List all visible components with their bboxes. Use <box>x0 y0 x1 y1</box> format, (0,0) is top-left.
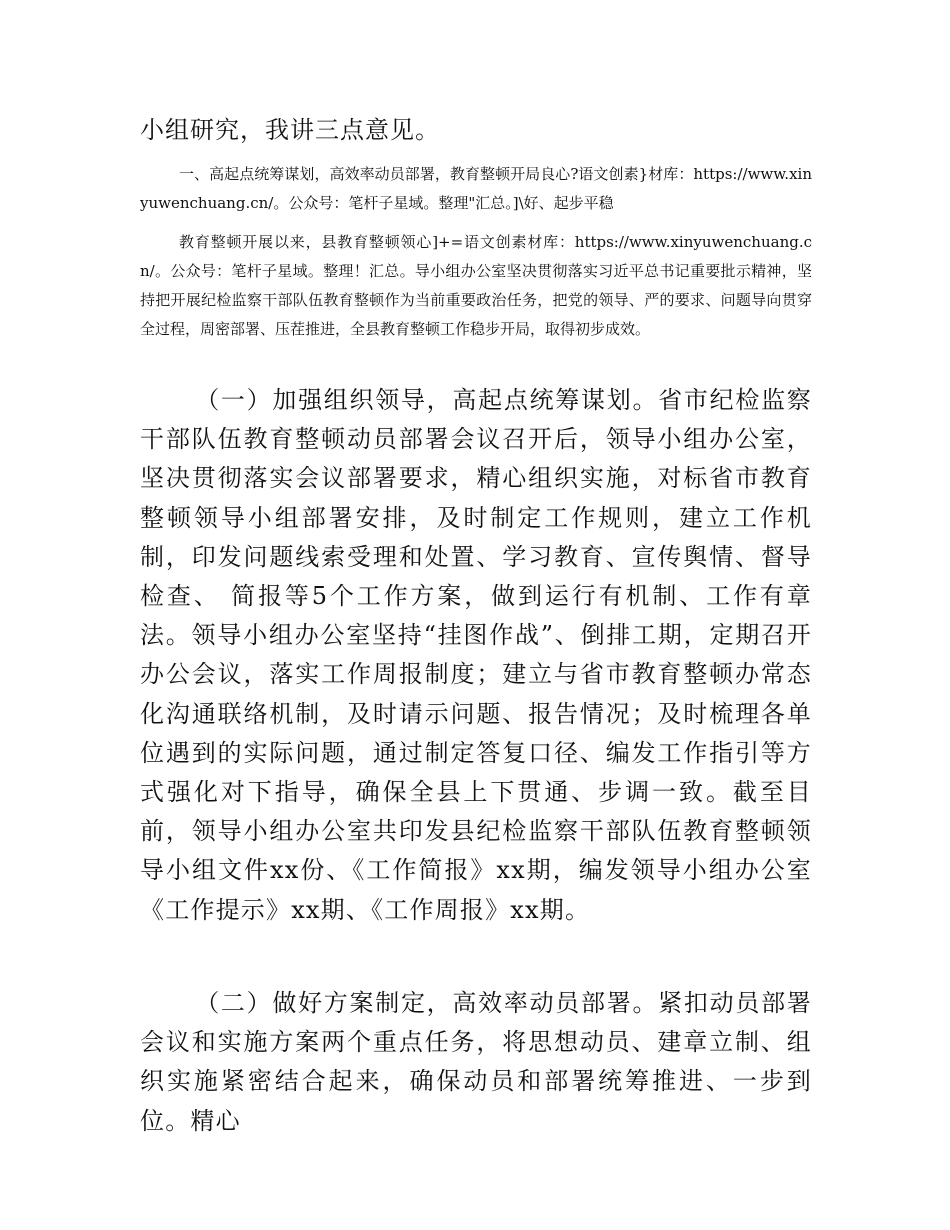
section-one-heading: 一、高起点统筹谋划，高效率动员部署，教育整顿开局良心?语文创素}材库：https://www.xinyuwenchuang.cn/。公众号：笔杆子星域。整理"汇总。]\好、起步平稳 <box>140 165 812 212</box>
opening-line: 小组研究，我讲三点意见。 <box>140 116 440 144</box>
paragraph-two: （二）做好方案制定，高效率动员部署。紧扣动员部署会议和实施方案两个重点任务，将思想动员、建章立制、组织实施紧密结合起来，确保动员和部署统筹推进、一步到位。精心 <box>140 989 812 1135</box>
section-one-intro: 教育整顿开展以来，县教育整顿领心]+=语文创素材库：https://www.xinyuwenchuang.cn/。公众号：笔杆子星域。整理！汇总。导小组办公室坚决贯彻落实习近平总书记重要批示精神，坚持把开展纪检监察干部队伍教育整顿作为当前重要政治任务，把党的领导、严的要求、问题导向贯穿全过程，周密部署、压茬推进，全县教育整顿工作稳步开局，取得初步成效。 <box>140 233 812 338</box>
paragraph-one: （一）加强组织领导，高起点统筹谋划。省市纪检监察干部队伍教育整顿动员部署会议召开后，领导小组办公室，坚决贯彻落实会议部署要求，精心组织实施，对标省市教育整顿领导小组部署安排，及时制定工作规则，建立工作机制，印发问题线索受理和处置、学习教育、宣传舆情、督导检查、 简报等5个工作方案，做到运行有机制、工作有章法。领导小组办公室坚持“挂图作战”、倒排工期，定期召开办公会议，落实工作周报制度；建立与省市教育整顿办常态化沟通联络机制，及时请示问题、报告情况；及时梳理各单位遇到的实际问题，通过制定答复口径、编发工作指引等方式强化对下指导，确保全县上下贯通、步调一致。截至目前，领导小组办公室共印发县纪检监察干部队伍教育整顿领导小组文件xx份、《工作简报》xx期，编发领导小组办公室《工作提示》xx期、《工作周报》xx期。 <box>140 386 812 924</box>
